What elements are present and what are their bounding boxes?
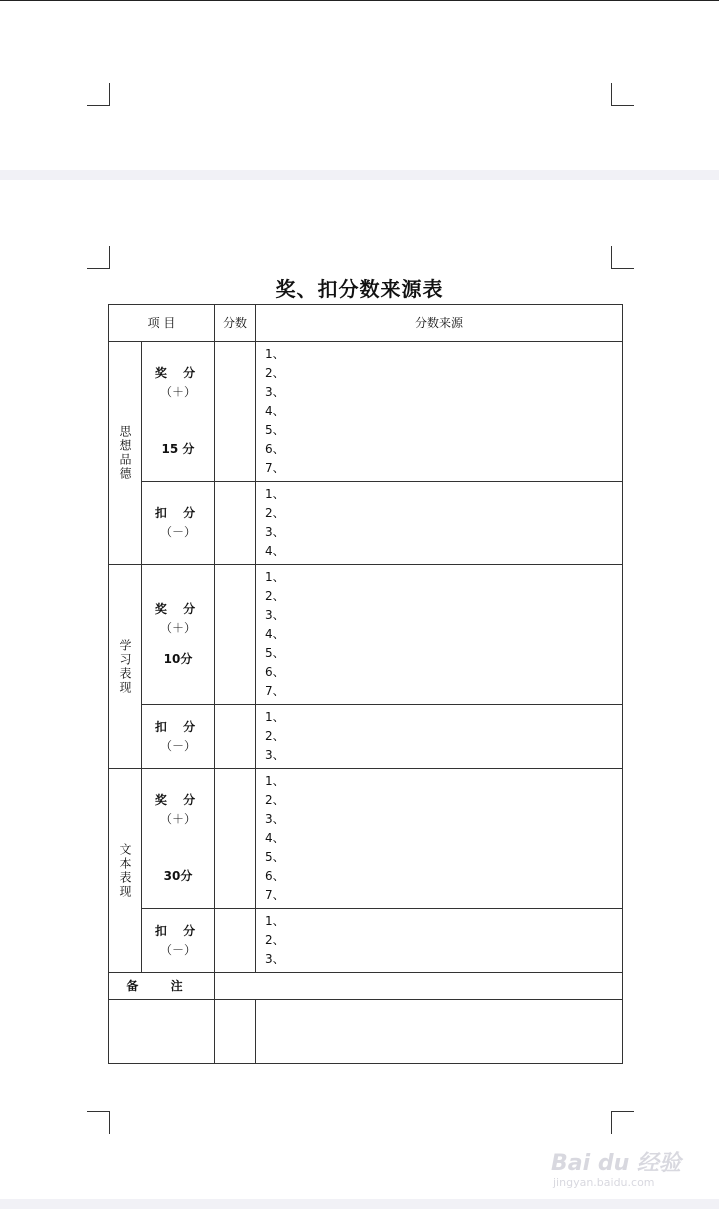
score-value-cell[interactable] — [215, 909, 256, 973]
bonus-points: 15 分 — [161, 442, 195, 456]
notes-value-cell[interactable] — [215, 973, 623, 1000]
bonus-label: 奖 分 — [154, 366, 202, 380]
source-line: 3、 — [265, 952, 285, 966]
source-line: 1、 — [265, 487, 285, 501]
crop-mark — [87, 83, 110, 106]
baidu-jingyan-watermark — [551, 1132, 681, 1192]
bonus-sign: （＋） — [159, 812, 196, 826]
score-value-cell[interactable] — [215, 705, 256, 769]
deduct-sign: （－） — [159, 525, 196, 539]
page-gap — [0, 170, 719, 180]
source-line: 2、 — [265, 506, 285, 520]
score-table — [108, 304, 623, 1064]
category-cell — [109, 769, 142, 973]
category-label: 思想品德 — [118, 425, 132, 481]
source-line: 4、 — [265, 831, 285, 845]
source-line: 5、 — [265, 423, 285, 437]
source-cell[interactable] — [256, 565, 623, 705]
deduct-label: 扣 分 — [154, 506, 202, 520]
bonus-cell — [142, 342, 215, 482]
crop-mark — [611, 1111, 634, 1134]
source-cell[interactable] — [256, 769, 623, 909]
page-gap — [0, 1199, 719, 1209]
notes-row — [109, 973, 623, 1000]
blank-row — [109, 1000, 623, 1064]
bonus-row — [109, 769, 623, 909]
source-cell[interactable] — [256, 482, 623, 565]
header-row — [109, 305, 623, 342]
source-line: 6、 — [265, 665, 285, 679]
deduct-sign: （－） — [159, 738, 196, 753]
deduct-row — [109, 909, 623, 973]
bonus-cell — [142, 565, 215, 705]
category-cell — [109, 565, 142, 769]
bonus-label: 奖 分 — [154, 602, 202, 616]
source-line: 2、 — [265, 933, 285, 947]
bonus-sign: （＋） — [159, 385, 196, 399]
deduct-row — [109, 482, 623, 565]
source-line: 1、 — [265, 347, 285, 361]
source-line: 4、 — [265, 544, 285, 558]
blank-cell[interactable] — [109, 1000, 215, 1064]
bonus-row — [109, 565, 623, 705]
deduct-row — [109, 705, 623, 769]
source-line: 6、 — [265, 442, 285, 456]
bonus-row — [109, 342, 623, 482]
deduct-sign: （－） — [159, 942, 196, 957]
crop-mark — [611, 83, 634, 106]
score-value-cell[interactable] — [215, 565, 256, 705]
header-score: 分数 — [215, 305, 256, 342]
source-line: 4、 — [265, 404, 285, 418]
source-line: 7、 — [265, 461, 285, 475]
document-title: 奖、扣分数来源表 — [275, 277, 444, 301]
bonus-label: 奖 分 — [154, 793, 202, 807]
bonus-points: 30分 — [163, 869, 193, 883]
score-table-wrapper — [108, 304, 623, 1064]
source-line: 3、 — [265, 608, 285, 622]
source-line: 2、 — [265, 589, 285, 603]
source-line: 5、 — [265, 646, 285, 660]
source-line: 2、 — [265, 729, 285, 743]
crop-mark — [611, 246, 634, 269]
source-line: 3、 — [265, 748, 285, 762]
blank-cell[interactable] — [215, 1000, 256, 1064]
source-line: 7、 — [265, 888, 285, 902]
crop-mark — [87, 246, 110, 269]
header-item: 项 目 — [109, 305, 215, 342]
deduct-label: 扣 分 — [154, 719, 202, 734]
source-line: 1、 — [265, 774, 285, 788]
header-source: 分数来源 — [256, 305, 623, 342]
score-value-cell[interactable] — [215, 769, 256, 909]
source-line: 2、 — [265, 366, 285, 380]
source-line: 3、 — [265, 385, 285, 399]
category-label: 学习表现 — [118, 638, 132, 695]
source-line: 1、 — [265, 570, 285, 584]
notes-label: 备 注 — [109, 973, 215, 1000]
source-line: 4、 — [265, 627, 285, 641]
source-line: 6、 — [265, 869, 285, 883]
source-line: 3、 — [265, 525, 285, 539]
source-line: 5、 — [265, 850, 285, 864]
source-line: 1、 — [265, 914, 285, 928]
category-label: 文本表现 — [118, 842, 132, 899]
bonus-points: 10分 — [163, 652, 193, 666]
deduct-cell — [142, 909, 215, 973]
source-cell[interactable] — [256, 705, 623, 769]
bonus-sign: （＋） — [159, 621, 196, 635]
watermark-url: jingyan.baidu.com — [553, 1176, 655, 1189]
watermark-brand: Bai du 经验 — [551, 1151, 681, 1176]
top-rule — [0, 0, 719, 1]
category-cell — [109, 342, 142, 565]
source-line: 7、 — [265, 684, 285, 698]
source-line: 3、 — [265, 812, 285, 826]
bonus-cell — [142, 769, 215, 909]
deduct-cell — [142, 482, 215, 565]
source-line: 2、 — [265, 793, 285, 807]
score-value-cell[interactable] — [215, 342, 256, 482]
score-value-cell[interactable] — [215, 482, 256, 565]
deduct-cell — [142, 705, 215, 769]
source-cell[interactable] — [256, 342, 623, 482]
blank-cell[interactable] — [256, 1000, 623, 1064]
crop-mark — [87, 1111, 110, 1134]
source-line: 1、 — [265, 710, 285, 724]
source-cell[interactable] — [256, 909, 623, 973]
deduct-label: 扣 分 — [154, 923, 202, 938]
